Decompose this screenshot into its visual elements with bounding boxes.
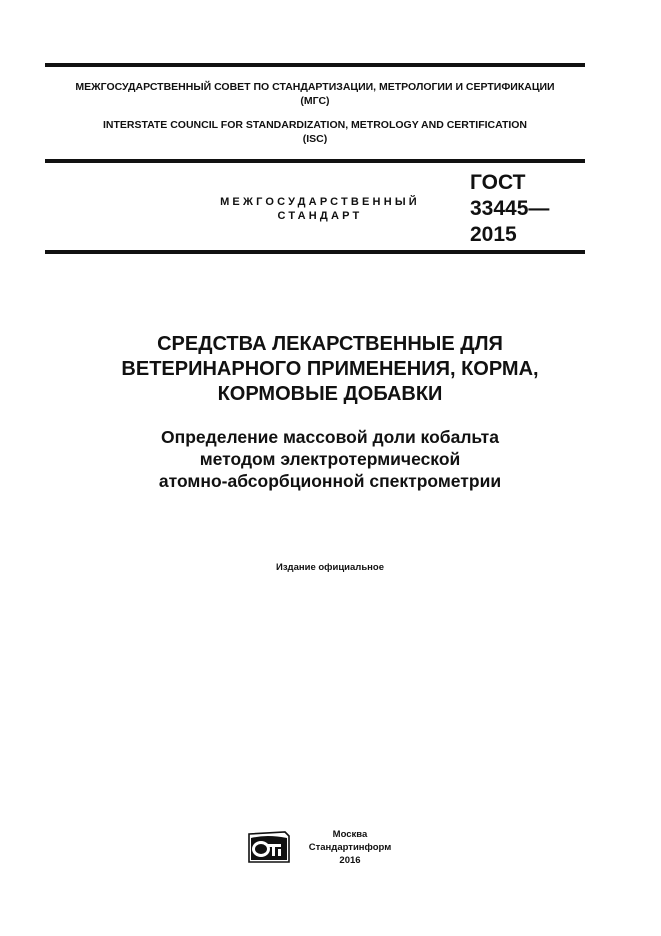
gost-number: 33445—: [470, 197, 550, 220]
title-line3: КОРМОВЫЕ ДОБАВКИ: [217, 383, 443, 405]
gost-label: ГОСТ: [470, 171, 526, 194]
publisher-year: 2016: [339, 855, 361, 866]
council-en-abbr: (ISC): [302, 133, 328, 145]
subtitle-line3: атомно-абсорбционной спектрометрии: [158, 471, 502, 491]
publisher-name: Стандартинформ: [308, 842, 392, 853]
document-subtitle: [40, 426, 620, 492]
title-line2: ВЕТЕРИНАРНОГО ПРИМЕНЕНИЯ, КОРМА,: [121, 358, 539, 380]
standartinform-logo: [247, 830, 291, 864]
council-ru-name: МЕЖГОСУДАРСТВЕННЫЙ СОВЕТ ПО СТАНДАРТИЗАЦИИ, МЕТРОЛОГИИ И СЕРТИФИКАЦИИ: [75, 81, 555, 93]
top-rule: [45, 63, 585, 67]
council-en: [45, 118, 585, 146]
gost-year: 2015: [470, 223, 517, 246]
council-en-name: INTERSTATE COUNCIL FOR STANDARDIZATION, METROLOGY AND CERTIFICATION: [102, 119, 528, 131]
council-ru-abbr: (МГС): [300, 95, 330, 107]
subtitle-line2: методом электротермической: [199, 449, 461, 469]
subtitle-line1: Определение массовой доли кобальта: [161, 427, 499, 447]
council-ru: [45, 80, 585, 108]
standard-type-line2: СТАНДАРТ: [277, 210, 363, 222]
bottom-rule: [45, 250, 585, 254]
edition-label: Издание официальное: [276, 562, 384, 573]
gost-designation: [470, 170, 549, 248]
middle-rule: [45, 159, 585, 163]
standard-type: [200, 195, 440, 223]
publisher-info: [290, 828, 410, 867]
document-title: [40, 332, 620, 407]
standard-type-line1: МЕЖГОСУДАРСТВЕННЫЙ: [220, 196, 420, 208]
publisher-city: Москва: [332, 829, 368, 840]
title-line1: СРЕДСТВА ЛЕКАРСТВЕННЫЕ ДЛЯ: [157, 333, 503, 355]
